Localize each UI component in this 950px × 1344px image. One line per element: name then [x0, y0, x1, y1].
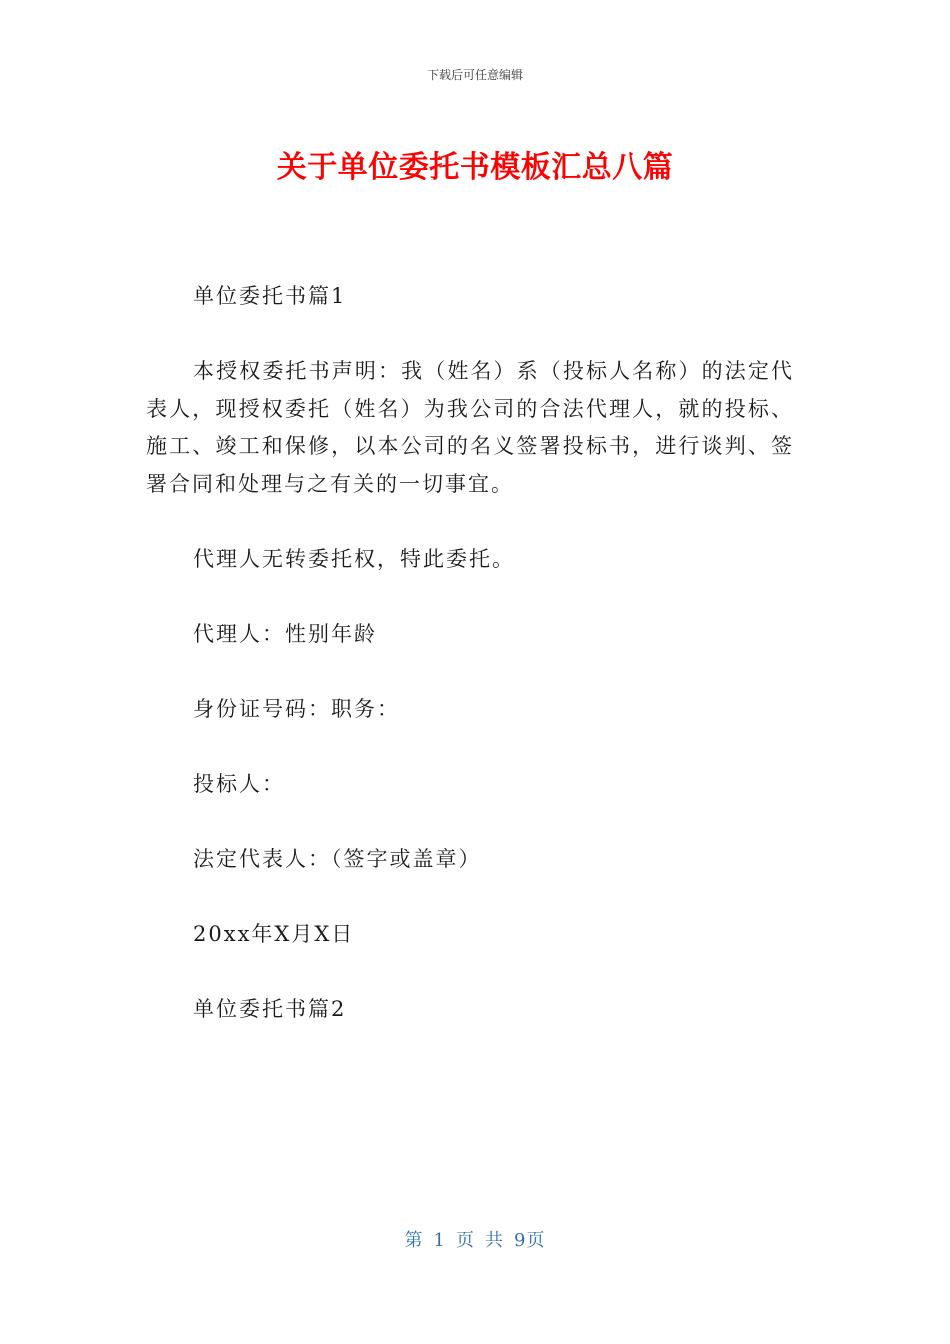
paragraph: 身份证号码：职务： — [193, 696, 400, 721]
paragraph: 代理人无转委托权，特此委托。 — [193, 546, 515, 571]
footer-page-number: 1 — [433, 1230, 446, 1251]
header-note: 下载后可任意编辑 — [426, 68, 523, 82]
section-heading: 单位委托书篇1 — [193, 284, 347, 308]
document-body — [146, 278, 794, 1066]
paragraph: 投标人： — [193, 771, 285, 796]
page-footer — [0, 1226, 950, 1252]
document-title: 关于单位委托书模板汇总八篇 — [276, 150, 674, 185]
section-heading: 单位委托书篇2 — [193, 996, 347, 1021]
date-line: 20xx年X月X日 — [193, 921, 355, 946]
paragraph: 本授权委托书声明：我（姓名）系（投标人名称）的法定代表人，现授权委托（姓名）为我公司的合法代理人，就的投标、施工、竣工和保修，以本公司的名义签署投标书，进行谈判、签署合同和处理与之有关的一切事宜。 — [146, 359, 794, 496]
footer-total-pages: 9页 — [514, 1230, 546, 1251]
footer-prefix: 第 — [404, 1230, 424, 1251]
footer-page-unit: 页 — [456, 1230, 475, 1251]
paragraph: 法定代表人：（签字或盖章） — [193, 846, 482, 871]
paragraph: 代理人：性别年龄 — [193, 621, 377, 646]
footer-total-prefix: 共 — [485, 1230, 504, 1251]
